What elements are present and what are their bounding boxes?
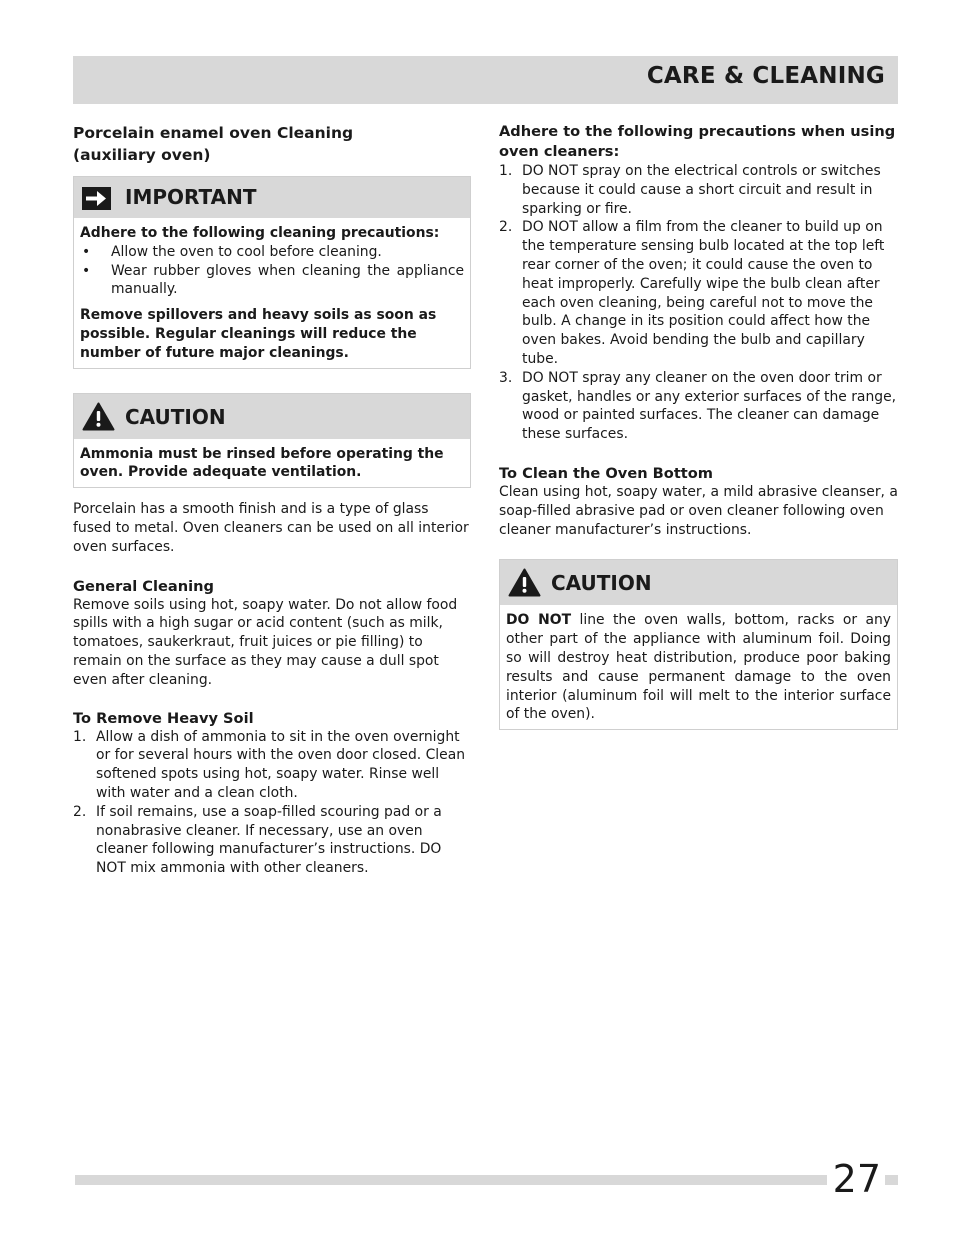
list-item: • Wear rubber gloves when cleaning the appliance manually. xyxy=(82,262,464,298)
step-text: Allow a dish of ammonia to sit in the oven overnight or for several hours with the oven door closed. Clean softened spots using hot, soapy water. Rinse well with water and a clean cloth. xyxy=(96,728,466,801)
step-number: 1. xyxy=(499,163,513,179)
general-cleaning-text: Remove soils using hot, soapy water. Do not allow food spills with a high sugar or acid content (such as milk, tomatoes, saukerkraut, fruit juices or pie filling) to remain on the surface as they may cause a dull spot even after cleaning. xyxy=(73,596,458,688)
caution-label: CAUTION xyxy=(551,571,652,596)
section-title-porcelain: Porcelain enamel oven Cleaning (auxiliary oven) xyxy=(73,124,354,164)
caution-box-header xyxy=(74,394,470,439)
arrow-right-icon xyxy=(82,187,111,210)
caution-lead: DO NOT xyxy=(506,612,572,629)
step-number: 1. xyxy=(73,728,87,745)
page-header xyxy=(73,56,898,104)
precautions-title: Adhere to the following precautions when using oven cleaners: xyxy=(499,123,896,160)
step-text: DO NOT spray on the electrical controls or switches because it could cause a short circuit and result in sparking or fire. xyxy=(522,163,881,217)
warning-triangle-icon xyxy=(82,402,115,431)
step-text: DO NOT spray any cleaner on the oven door trim or gasket, handles or any exterior surfaces of the range, wood or painted surfaces. The cleaner can damage these surfaces. xyxy=(522,369,897,443)
bullet-text: Allow the oven to cool before cleaning. xyxy=(111,243,382,260)
heavy-soil-steps xyxy=(73,728,471,878)
caution-box-left xyxy=(73,393,471,489)
important-note: Remove spillovers and heavy soils as soon as possible. Regular cleanings will reduce the number of future major cleanings. xyxy=(80,307,437,361)
list-item xyxy=(499,162,898,218)
caution-text xyxy=(506,611,891,724)
step-text: If soil remains, use a soap-filled scouring pad or a nonabrasive cleaner. If necessary, use an oven cleaner following manufacturer’s instructions. DO NOT mix ammonia with other cleaners. xyxy=(96,803,442,877)
heavy-soil-title: To Remove Heavy Soil xyxy=(73,709,254,727)
bullet-text: Wear rubber gloves when cleaning the appliance manually. xyxy=(111,262,464,298)
page-number: 27 xyxy=(827,1157,885,1201)
caution-box-header xyxy=(500,560,897,605)
oven-bottom-text: Clean using hot, soapy water, a mild abrasive cleanser, a soap-filled abrasive pad or oven cleaner following oven cleaner manufacturer’s instructions. xyxy=(499,483,898,538)
list-item xyxy=(73,803,471,878)
oven-bottom-title: To Clean the Oven Bottom xyxy=(499,464,714,482)
step-text: DO NOT allow a film from the cleaner to build up on the temperature sensing bulb located at the top left rear corner of the oven; it could cause the oven to heat improperly. Carefully wipe the bulb clean after each oven cleaning, being careful not to move the bulb. A change in its position could affect how the oven bakes. Avoid bending the bulb and capillary tube. xyxy=(522,219,885,367)
general-cleaning-title: General Cleaning xyxy=(73,577,214,595)
porcelain-intro: Porcelain has a smooth finish and is a type of glass fused to metal. Oven cleaners can be used on all interior oven surfaces. xyxy=(73,501,469,555)
step-number: 3. xyxy=(499,369,513,386)
important-box xyxy=(73,176,471,369)
important-label: IMPORTANT xyxy=(125,185,257,209)
caution-box-body xyxy=(74,439,470,488)
caution-box-right xyxy=(499,559,898,730)
step-number: 2. xyxy=(73,803,87,820)
list-item xyxy=(73,728,471,803)
caution-text: Ammonia must be rinsed before operating the oven. Provide adequate ventilation. xyxy=(80,445,444,481)
caution-label: CAUTION xyxy=(125,404,226,429)
right-column xyxy=(499,122,898,730)
warning-triangle-icon xyxy=(508,568,541,597)
step-number: 2. xyxy=(499,219,513,236)
left-column xyxy=(73,122,471,878)
important-intro: Adhere to the following cleaning precautions: xyxy=(80,225,440,241)
important-bullet-list xyxy=(80,243,464,299)
important-box-header xyxy=(74,177,470,218)
precautions-steps xyxy=(499,162,898,444)
list-item: • Allow the oven to cool before cleaning. xyxy=(82,243,382,260)
header-title: CARE & CLEANING xyxy=(646,63,885,89)
caution-rest: line the oven walls, bottom, racks or any other part of the appliance with aluminum foil. Doing so will destroy heat distribution, produce poor baking results and cause permanent damage to the oven interior (aluminum foil will melt to the interior surface of the oven). xyxy=(506,612,891,723)
caution-box-body xyxy=(500,605,897,729)
important-box-body xyxy=(74,218,470,368)
list-item xyxy=(499,218,898,368)
list-item xyxy=(499,369,898,444)
footer-bar xyxy=(75,1175,898,1185)
